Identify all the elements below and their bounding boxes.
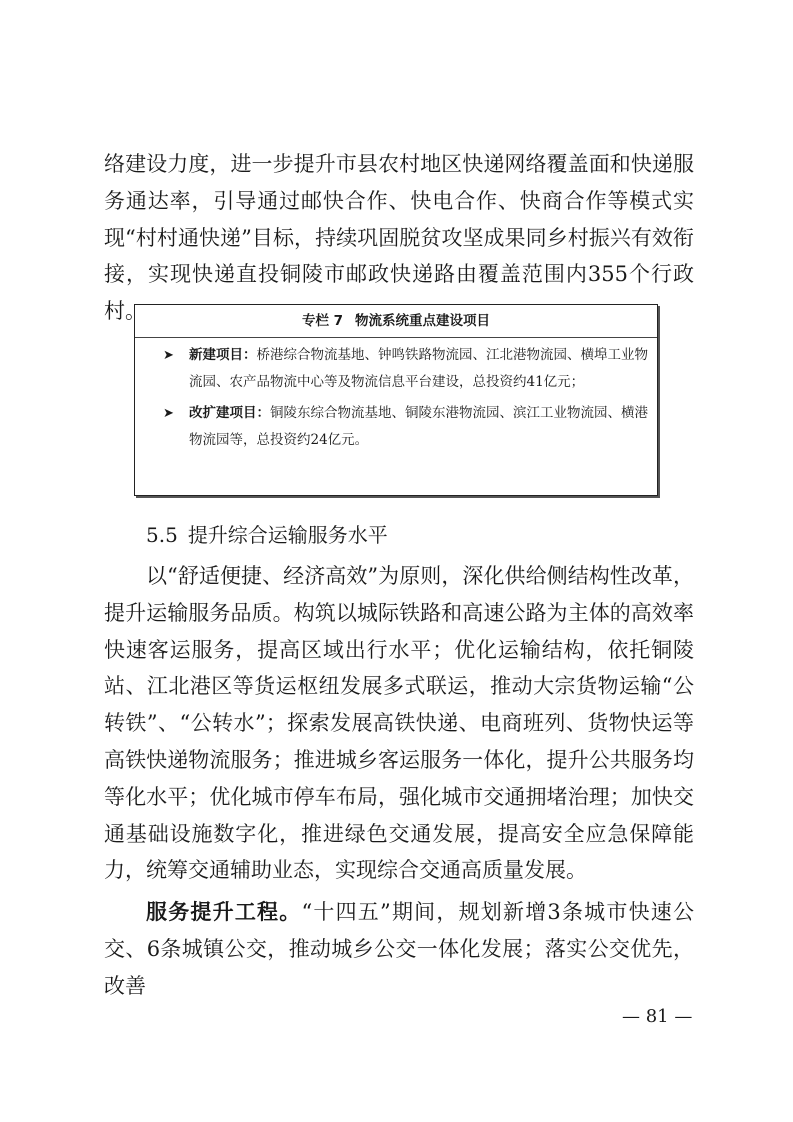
box-title [135, 305, 657, 338]
box-list-item [135, 396, 657, 454]
body-paragraph: 络建设力度，进一步提升市县农村地区快递网络覆盖面和快递服务通达率，引导通过邮快合作、快电合作、快商合作等模式实现“村村通快递”目标，持续巩固脱贫攻坚成果同乡村振兴有效衔接，实现快递直投铜陵市邮政快递路由覆盖范围内355个行政村。 [104, 152, 694, 324]
paragraph-text: “十四五”期间，规划新增3条城市快速公交、6条城镇公交，推动城乡公交一体化发展；落实公交优先，改善 [104, 900, 694, 998]
box-list-item [135, 338, 657, 396]
section-number: 5.5 [146, 523, 178, 547]
box-item-label: 新建项目： [189, 347, 257, 363]
body-paragraph [104, 894, 694, 1004]
box-item-text: 铜陵东综合物流基地、铜陵东港物流园、滨江工业物流园、横港物流园等，总投资约24亿元。 [189, 405, 648, 448]
section-heading [146, 520, 388, 550]
arrow-bullet-icon: ➤ [163, 348, 174, 363]
box-item-label: 改扩建项目： [189, 405, 270, 421]
page-number: — 81 — [622, 1006, 693, 1027]
box-title-number: 专栏 7 [301, 313, 344, 329]
box-title-text: 物流系统重点建设项目 [355, 313, 491, 329]
arrow-bullet-icon: ➤ [163, 406, 174, 421]
paragraph-lead: 服务提升工程。 [146, 900, 302, 924]
box-item-text: 桥港综合物流基地、钟鸣铁路物流园、江北港物流园、横埠工业物流园、农产品物流中心等及物流信息平台建设，总投资约41亿元； [189, 347, 648, 390]
feature-box [134, 304, 658, 496]
section-title: 提升综合运输服务水平 [187, 523, 388, 547]
body-paragraph: 以“舒适便捷、经济高效”为原则，深化供给侧结构性改革，提升运输服务品质。构筑以城际铁路和高速公路为主体的高效率快速客运服务，提高区域出行水平；优化运输结构，依托铜陵站、江北港区等货运枢纽发展多式联运，推动大宗货物运输“公转铁”、“公转水”；探索发展高铁快递、电商班列、货物快运等高铁快递物流服务；推进城乡客运服务一体化，提升公共服务均等化水平；优化城市停车布局，强化城市交通拥堵治理；加快交通基础设施数字化，推进绿色交通发展，提高安全应急保障能力，统筹交通辅助业态，实现综合交通高质量发展。 [104, 564, 694, 883]
